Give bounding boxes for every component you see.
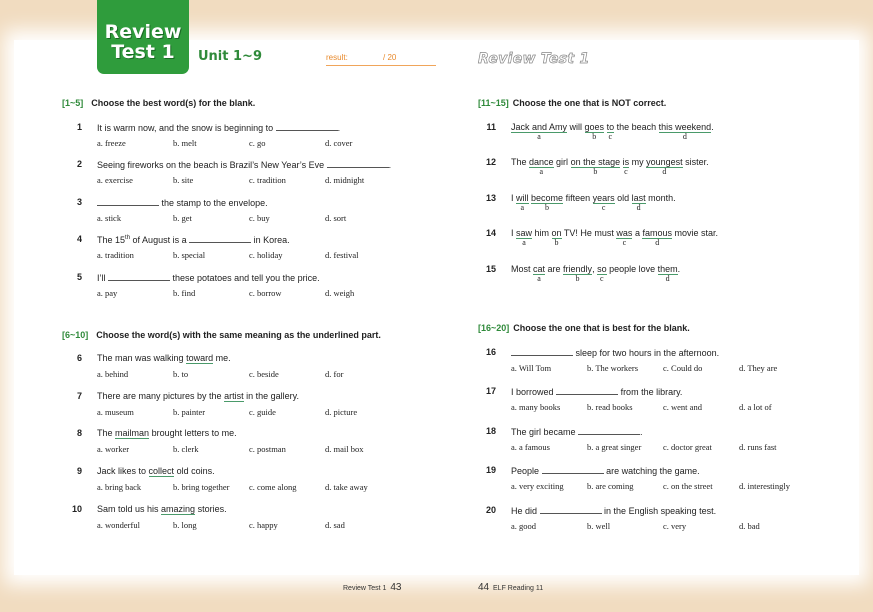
mark-letter: c bbox=[624, 167, 628, 176]
option-d[interactable]: d. for bbox=[325, 369, 344, 379]
stem-text: the stamp to the envelope. bbox=[161, 198, 268, 208]
question-stem bbox=[97, 391, 299, 401]
option-d[interactable]: d. runs fast bbox=[739, 442, 777, 452]
marked-part-c[interactable]: is c bbox=[622, 157, 630, 176]
question-stem bbox=[511, 347, 719, 358]
question-stem bbox=[97, 504, 227, 514]
badge-line-1: Review bbox=[104, 21, 182, 43]
result-label: result: bbox=[326, 53, 348, 62]
answer-blank bbox=[97, 197, 159, 206]
option-c[interactable]: c. beside bbox=[249, 369, 279, 379]
underlined-word: artist bbox=[224, 391, 244, 401]
question-stem bbox=[97, 428, 237, 438]
question-number: 7 bbox=[76, 391, 82, 401]
section-3-heading bbox=[478, 98, 666, 108]
underlined-word: mailman bbox=[115, 428, 150, 438]
option-a[interactable]: a. pay bbox=[97, 288, 118, 298]
question-stem bbox=[97, 197, 268, 208]
option-c[interactable]: c. Could do bbox=[663, 363, 703, 373]
question-number: 6 bbox=[76, 353, 82, 363]
question-stem bbox=[511, 228, 718, 247]
mark-letter: a bbox=[537, 132, 541, 141]
question-number: 8 bbox=[76, 428, 82, 438]
section-range: [6~10] bbox=[62, 330, 89, 340]
stem-text: girl bbox=[553, 157, 571, 167]
option-b[interactable]: b. find bbox=[173, 288, 196, 298]
option-b[interactable]: b. get bbox=[173, 213, 192, 223]
option-a[interactable]: a. good bbox=[511, 521, 537, 531]
marked-part-a[interactable]: saw a bbox=[516, 228, 533, 247]
option-a[interactable]: a. Will Tom bbox=[511, 363, 552, 373]
option-a[interactable]: a. behind bbox=[97, 369, 129, 379]
review-test-badge bbox=[97, 0, 189, 74]
result-score: / 20 bbox=[383, 53, 397, 62]
option-b[interactable]: b. read books bbox=[587, 402, 633, 412]
option-b[interactable]: b. The workers bbox=[587, 363, 639, 373]
stem-text: stories. bbox=[197, 504, 227, 514]
question-stem bbox=[511, 426, 643, 437]
marked-part-a[interactable]: cat a bbox=[533, 264, 546, 283]
page-number-left: 43 bbox=[390, 582, 402, 593]
option-a[interactable]: a. wonderful bbox=[97, 520, 140, 530]
stem-text: I borrowed bbox=[511, 387, 554, 397]
stem-text: my bbox=[629, 157, 647, 167]
mark-letter: c bbox=[601, 203, 606, 212]
stem-text: fifteen bbox=[563, 193, 593, 203]
stem-text: in Korea. bbox=[253, 235, 290, 245]
marked-part-a[interactable]: will a bbox=[516, 193, 529, 212]
option-a[interactable]: a. museum bbox=[97, 407, 134, 417]
answer-blank bbox=[108, 272, 170, 281]
marked-part-c[interactable]: to c bbox=[606, 122, 615, 141]
question-number: 13 bbox=[485, 193, 496, 203]
stem-text: people love bbox=[606, 264, 658, 274]
answer-blank bbox=[556, 386, 618, 395]
footer-left-label: Review Test 1 bbox=[343, 585, 387, 592]
mark-letter: d bbox=[665, 274, 670, 283]
stem-text: Jack likes to bbox=[97, 466, 147, 476]
mark-letter: b bbox=[575, 274, 580, 283]
stem-text: People bbox=[511, 466, 540, 476]
option-d[interactable]: d. sort bbox=[325, 213, 347, 223]
question-stem bbox=[511, 264, 681, 283]
question-number: 3 bbox=[76, 197, 82, 207]
question-number: 17 bbox=[485, 386, 496, 396]
mark-letter: a bbox=[537, 274, 541, 283]
ordinal-suffix: th bbox=[125, 235, 131, 241]
option-b[interactable]: b. special bbox=[173, 250, 206, 260]
section-4-heading bbox=[478, 323, 690, 333]
option-a[interactable]: a. exercise bbox=[97, 175, 133, 185]
marked-part-d[interactable]: last d bbox=[631, 193, 646, 212]
option-d[interactable]: d. weigh bbox=[325, 288, 355, 298]
option-b[interactable]: b. are coming bbox=[587, 481, 634, 491]
section-2-heading bbox=[62, 330, 381, 340]
option-d[interactable]: d. mail box bbox=[325, 444, 364, 454]
stem-text: . bbox=[337, 123, 341, 133]
stem-text: The bbox=[511, 157, 530, 167]
mark-letter: b bbox=[593, 167, 598, 176]
option-a[interactable]: a. very exciting bbox=[511, 481, 564, 491]
answer-blank bbox=[578, 426, 640, 435]
mark-letter: a bbox=[539, 167, 544, 176]
stem-text: movie star. bbox=[671, 228, 718, 238]
question-stem bbox=[97, 234, 290, 245]
marked-part-b[interactable]: goes b bbox=[584, 122, 605, 141]
option-c[interactable]: c. tradition bbox=[249, 175, 286, 185]
option-d[interactable]: d. take away bbox=[325, 482, 368, 492]
option-c[interactable]: c. go bbox=[249, 138, 266, 148]
stem-text: a bbox=[632, 228, 643, 238]
option-d[interactable]: d. midnight bbox=[325, 175, 365, 185]
option-c[interactable]: c. buy bbox=[249, 213, 270, 223]
stem-text: The bbox=[97, 428, 113, 438]
stem-text: , bbox=[592, 264, 598, 274]
stem-text: of August is a bbox=[130, 235, 187, 245]
question-number: 11 bbox=[486, 122, 496, 132]
stem-text: He did bbox=[511, 506, 538, 516]
stem-text: . bbox=[640, 427, 643, 437]
option-a[interactable]: a. stick bbox=[97, 213, 122, 223]
footer-left bbox=[343, 582, 401, 593]
marked-part-c[interactable]: was c bbox=[616, 228, 633, 247]
question-stem bbox=[97, 466, 215, 476]
question-number: 15 bbox=[485, 264, 496, 274]
mark-letter: d bbox=[662, 167, 667, 176]
stem-text: are bbox=[545, 264, 564, 274]
badge-line-2: Test 1 bbox=[111, 41, 175, 63]
stem-text: are watching the game. bbox=[606, 466, 700, 476]
footer-right-label: ELF Reading 11 bbox=[493, 585, 544, 592]
mark-letter: d bbox=[682, 132, 687, 141]
marked-part-b[interactable]: become b bbox=[531, 193, 564, 212]
option-b[interactable]: b. melt bbox=[173, 138, 197, 148]
page-number-right: 44 bbox=[478, 582, 490, 593]
stem-text: from the library. bbox=[620, 387, 683, 397]
option-c[interactable]: c. on the street bbox=[663, 481, 713, 491]
option-c[interactable]: c. guide bbox=[249, 407, 276, 417]
stem-text: I’ll bbox=[97, 273, 106, 283]
stem-text: him bbox=[532, 228, 552, 238]
question-number: 19 bbox=[485, 465, 496, 475]
marked-part-d[interactable]: this weekend d bbox=[658, 122, 712, 141]
underlined-word: toward bbox=[186, 353, 214, 363]
question-stem bbox=[511, 505, 716, 516]
stem-text: brought letters to me. bbox=[151, 428, 237, 438]
marked-part-a[interactable]: Jack and Amy a bbox=[511, 122, 568, 141]
answer-blank bbox=[540, 505, 602, 514]
option-d[interactable]: d. festival bbox=[325, 250, 359, 260]
section-range: [1~5] bbox=[62, 98, 84, 108]
option-b[interactable]: b. clerk bbox=[173, 444, 199, 454]
marked-part-d[interactable]: famous d bbox=[642, 228, 672, 247]
answer-blank bbox=[511, 347, 573, 356]
stem-text: The girl became bbox=[511, 427, 576, 437]
question-stem bbox=[97, 122, 340, 133]
mark-letter: b bbox=[545, 203, 550, 212]
mark-letter: c bbox=[622, 238, 627, 247]
option-d[interactable]: d. sad bbox=[325, 520, 345, 530]
marked-part-b[interactable]: on the stage b bbox=[570, 157, 621, 176]
marked-part-b[interactable]: on b bbox=[551, 228, 562, 247]
stem-text: sister. bbox=[682, 157, 709, 167]
section-instruction: Choose the best word(s) for the blank. bbox=[91, 98, 256, 108]
question-number: 16 bbox=[485, 347, 496, 357]
option-a[interactable]: a. a famous bbox=[511, 442, 550, 452]
section-1-heading bbox=[62, 98, 255, 108]
mark-letter: b bbox=[592, 132, 597, 141]
stem-text: TV! He must bbox=[561, 228, 617, 238]
option-a[interactable]: a. bring back bbox=[97, 482, 142, 492]
mark-letter: a bbox=[520, 203, 525, 212]
section-range: [11~15] bbox=[478, 98, 509, 108]
question-number: 1 bbox=[76, 122, 82, 132]
answer-blank bbox=[542, 465, 604, 474]
option-c[interactable]: c. borrow bbox=[249, 288, 282, 298]
question-stem bbox=[511, 465, 700, 476]
option-c[interactable]: c. went and bbox=[663, 402, 702, 412]
stem-text: Most bbox=[511, 264, 534, 274]
question-number: 5 bbox=[76, 272, 82, 282]
stem-text: me. bbox=[215, 353, 231, 363]
footer-right bbox=[478, 582, 543, 593]
question-number: 10 bbox=[71, 504, 82, 514]
stem-text: old bbox=[614, 193, 632, 203]
stem-text: Seeing fireworks on the beach is Brazil’s New Year’s Eve bbox=[97, 160, 325, 170]
option-b[interactable]: b. long bbox=[173, 520, 197, 530]
stem-text: month. bbox=[645, 193, 676, 203]
section-instruction: Choose the word(s) with the same meaning as the underlined part. bbox=[96, 330, 381, 340]
stem-text: It is warm now, and the snow is beginning to bbox=[97, 123, 274, 133]
stem-text: The 15 bbox=[97, 235, 126, 245]
question-stem bbox=[511, 386, 682, 397]
marked-part-c[interactable]: so c bbox=[597, 264, 607, 283]
stem-text: The man was walking bbox=[97, 353, 184, 363]
mark-letter: b bbox=[554, 238, 559, 247]
section-instruction: Choose the one that is best for the blank. bbox=[513, 323, 690, 333]
option-c[interactable]: c. come along bbox=[249, 482, 297, 492]
stem-text: Sam told us his bbox=[97, 504, 159, 514]
stem-text: sleep for two hours in the afternoon. bbox=[575, 348, 720, 358]
result-field bbox=[326, 53, 436, 66]
question-number: 9 bbox=[76, 466, 82, 476]
option-d[interactable]: d. bad bbox=[739, 521, 760, 531]
option-c[interactable]: c. very bbox=[663, 521, 687, 531]
question-number: 4 bbox=[76, 234, 82, 244]
mark-letter: d bbox=[636, 203, 641, 212]
stem-text: in the gallery. bbox=[246, 391, 299, 401]
question-number: 18 bbox=[485, 426, 496, 436]
answer-blank bbox=[276, 122, 338, 131]
option-a[interactable]: a. many books bbox=[511, 402, 561, 412]
marked-part-d[interactable]: youngest d bbox=[646, 157, 683, 176]
stem-text: I bbox=[511, 228, 517, 238]
mark-letter: a bbox=[522, 238, 526, 247]
question-number: 20 bbox=[485, 505, 496, 515]
option-a[interactable]: a. freeze bbox=[97, 138, 126, 148]
question-stem bbox=[97, 272, 320, 283]
section-range: [16~20] bbox=[478, 323, 510, 333]
option-d[interactable]: d. a lot of bbox=[739, 402, 772, 412]
option-b[interactable]: b. a great singer bbox=[587, 442, 642, 452]
option-b[interactable]: b. painter bbox=[173, 407, 206, 417]
mark-letter: c bbox=[608, 132, 613, 141]
option-b[interactable]: b. well bbox=[587, 521, 611, 531]
stem-text: . bbox=[388, 160, 392, 170]
marked-part-b[interactable]: friendly b bbox=[563, 264, 593, 283]
question-stem bbox=[97, 159, 391, 170]
option-c[interactable]: c. holiday bbox=[249, 250, 283, 260]
option-b[interactable]: b. to bbox=[173, 369, 189, 379]
stem-text: old coins. bbox=[176, 466, 215, 476]
question-number: 14 bbox=[485, 228, 496, 238]
option-b[interactable]: b. site bbox=[173, 175, 194, 185]
marked-part-a[interactable]: dance a bbox=[529, 157, 554, 176]
answer-blank bbox=[189, 234, 251, 243]
question-stem bbox=[511, 193, 676, 212]
option-c[interactable]: c. happy bbox=[249, 520, 278, 530]
unit-label: Unit 1~9 bbox=[198, 49, 262, 64]
marked-part-c[interactable]: years c bbox=[592, 193, 615, 212]
option-b[interactable]: b. bring together bbox=[173, 482, 230, 492]
question-stem bbox=[511, 122, 714, 141]
stem-text: in the English speaking test. bbox=[604, 506, 717, 516]
underlined-word: collect bbox=[148, 466, 175, 476]
underlined-word: amazing bbox=[161, 504, 196, 514]
answer-blank bbox=[327, 159, 389, 168]
stem-text: There are many pictures by the bbox=[97, 391, 222, 401]
option-c[interactable]: c. postman bbox=[249, 444, 286, 454]
right-page-title: Review Test 1 bbox=[478, 51, 590, 67]
option-a[interactable]: a. worker bbox=[97, 444, 130, 454]
stem-text: . bbox=[677, 264, 681, 274]
stem-text: will bbox=[567, 122, 585, 132]
stem-text: these potatoes and tell you the price. bbox=[172, 273, 320, 283]
option-d[interactable]: d. They are bbox=[739, 363, 778, 373]
question-stem bbox=[511, 157, 709, 176]
option-d[interactable]: d. interestingly bbox=[739, 481, 790, 491]
mark-letter: d bbox=[655, 238, 660, 247]
marked-part-d[interactable]: them d bbox=[657, 264, 678, 283]
section-instruction: Choose the one that is NOT correct. bbox=[512, 98, 667, 108]
question-number: 12 bbox=[485, 157, 496, 167]
page-paper bbox=[14, 40, 859, 575]
question-stem bbox=[97, 353, 231, 363]
stem-text: . bbox=[711, 122, 714, 132]
mark-letter: c bbox=[600, 274, 604, 283]
option-c[interactable]: c. doctor great bbox=[663, 442, 712, 452]
question-number: 2 bbox=[76, 159, 82, 169]
stem-text: the beach bbox=[614, 122, 659, 132]
option-a[interactable]: a. tradition bbox=[97, 250, 134, 260]
stem-text: I bbox=[511, 193, 517, 203]
option-d[interactable]: d. cover bbox=[325, 138, 353, 148]
option-d[interactable]: d. picture bbox=[325, 407, 358, 417]
